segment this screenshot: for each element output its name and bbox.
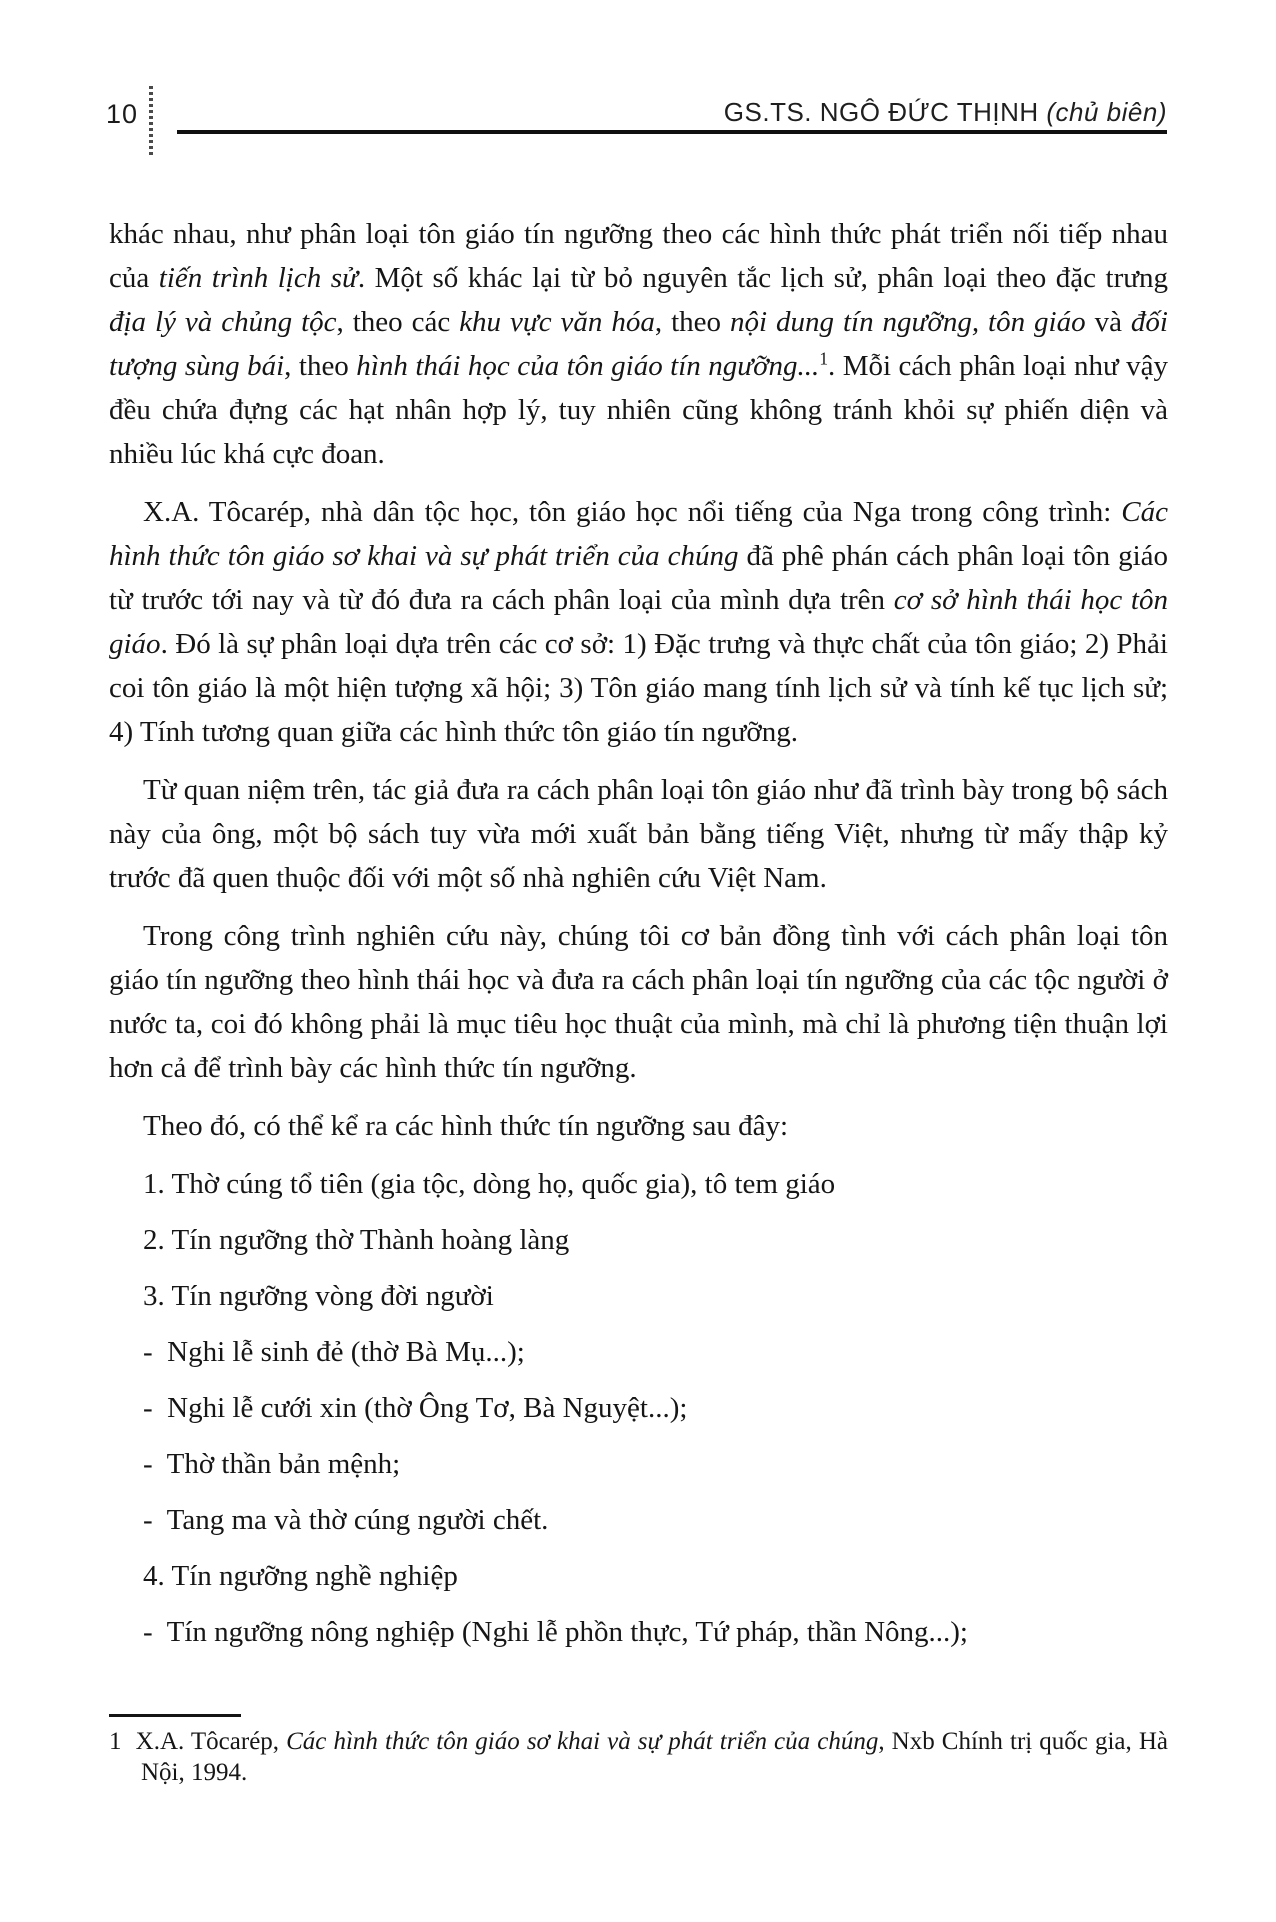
- text-run: . Mỗi cách phân loại như vậy đều chứa đựng các hạt nhân hợp lý, tuy nhiên cũng không tránh khỏi sự phiến diện và nhiều lúc khá cực đoan.: [109, 350, 1169, 470]
- text-run: - Tín ngưỡng nông nghiệp (Nghi lễ phồn thực, Tứ pháp, thần Nông...);: [143, 1616, 968, 1648]
- italic-text-run: Các hình thức tôn giáo sơ khai và sự phát triển của chúng: [109, 496, 1168, 572]
- text-run: , Nxb Chính trị quốc gia, Hà Nội, 1994.: [141, 1728, 1168, 1786]
- text-run: - Thờ thần bản mệnh;: [143, 1448, 401, 1480]
- footnote-rule: [109, 1714, 241, 1717]
- body-text: [109, 212, 1168, 1666]
- italic-text-run: khu vực văn hóa: [459, 306, 655, 338]
- text-run: Từ quan niệm trên, tác giả đưa ra cách phân loại tôn giáo như đã trình bày trong bộ sách này của ông, một bộ sách tuy vừa mới xuất bản bằng tiếng Việt, nhưng từ mấy thập kỷ trước đã quen thuộc đối với một số nhà nghiên cứu Việt Nam.: [109, 774, 1168, 894]
- list-item-2: [109, 1218, 1168, 1262]
- text-run: X.A. Tôcarép, nhà dân tộc học, tôn giáo học nổi tiếng của Nga trong công trình:: [143, 496, 1122, 528]
- header-author-role: (chủ biên): [1046, 97, 1167, 127]
- list-item-3a: [109, 1330, 1168, 1374]
- italic-text-run: đối tượng sùng bái: [109, 306, 1168, 382]
- italic-text-run: Các hình thức tôn giáo sơ khai và sự phát triển của chúng: [286, 1728, 879, 1755]
- header-dotted-ornament: [149, 86, 153, 156]
- text-run: đã phê phán cách phân loại tôn giáo từ trước tới nay và từ đó đưa ra cách phân loại của mình dựa trên: [109, 540, 1169, 616]
- list-item-3c: [109, 1442, 1168, 1486]
- italic-text-run: hình thái học của tôn giáo tín ngưỡng...: [356, 350, 820, 382]
- paragraph-3-tu-quan-niem: [109, 768, 1168, 900]
- paragraph-4-trong-cong-trinh: [109, 914, 1168, 1090]
- italic-text-run: địa lý và chủng tộc: [109, 306, 337, 338]
- header-author-name: GS.TS. NGÔ ĐỨC THỊNH: [723, 97, 1047, 127]
- text-run: , theo: [284, 350, 357, 382]
- text-run: 4. Tín ngưỡng nghề nghiệp: [143, 1560, 458, 1592]
- list-item-3: [109, 1274, 1168, 1318]
- text-run: 1. Thờ cúng tổ tiên (gia tộc, dòng họ, quốc gia), tô tem giáo: [143, 1168, 836, 1200]
- paragraph-5-theo-do: [109, 1104, 1168, 1148]
- footnote-text: [109, 1726, 1168, 1788]
- text-run: , theo: [654, 306, 730, 338]
- page-number: 10: [106, 99, 139, 129]
- list-item-4: [109, 1554, 1168, 1598]
- footnote-ref: 1: [819, 348, 829, 369]
- text-run: Trong công trình nghiên cứu này, chúng tôi cơ bản đồng tình với cách phân loại tôn giáo tín ngưỡng theo hình thái học và đưa ra cách phân loại tín ngưỡng của các tộc người ở nước ta, coi đó không phải là mục tiêu học thuật của mình, mà chỉ là phương tiện thuận lợi hơn cả để trình bày các hình thức tín ngưỡng.: [109, 920, 1168, 1084]
- text-run: 1 X.A. Tôcarép,: [109, 1728, 287, 1755]
- text-run: Theo đó, có thể kể ra các hình thức tín ngưỡng sau đây:: [143, 1110, 789, 1142]
- list-item-3d: [109, 1498, 1168, 1542]
- header-rule: [177, 130, 1167, 134]
- text-run: khác nhau, như phân loại tôn giáo tín ngưỡng theo các hình thức phát triển nối tiếp nhau của: [109, 218, 1168, 294]
- paragraph-1-continued: [109, 212, 1168, 476]
- header-author: [724, 97, 1167, 128]
- list-item-4a: [109, 1610, 1168, 1654]
- text-run: . Một số khác lại từ bỏ nguyên tắc lịch sử, phân loại theo đặc trưng: [357, 262, 1168, 294]
- italic-text-run: nội dung tín ngưỡng, tôn giáo: [729, 306, 1086, 338]
- paragraph-2-tocarep: [109, 490, 1168, 754]
- text-run: - Nghi lễ cưới xin (thờ Ông Tơ, Bà Nguyệt...);: [143, 1392, 688, 1424]
- text-run: - Nghi lễ sinh đẻ (thờ Bà Mụ...);: [143, 1336, 525, 1368]
- list-item-1: [109, 1162, 1168, 1206]
- footnote: [109, 1714, 1168, 1788]
- text-run: , theo các: [336, 306, 460, 338]
- text-run: 3. Tín ngưỡng vòng đời người: [143, 1280, 494, 1312]
- italic-text-run: cơ sở hình thái học tôn giáo: [109, 584, 1168, 660]
- text-run: - Tang ma và thờ cúng người chết.: [143, 1504, 549, 1536]
- text-run: 2. Tín ngưỡng thờ Thành hoàng làng: [143, 1224, 570, 1256]
- text-run: và: [1085, 306, 1131, 338]
- italic-text-run: tiến trình lịch sử: [158, 262, 358, 294]
- text-run: . Đó là sự phân loại dựa trên các cơ sở: 1) Đặc trưng và thực chất của tôn giáo; 2) Phải coi tôn giáo là một hiện tượng xã hội; 3) Tôn giáo mang tính lịch sử và tính kế tục lịch sử; 4) Tính tương quan giữa các hình thức tôn giáo tín ngưỡng.: [109, 628, 1168, 748]
- list-item-3b: [109, 1386, 1168, 1430]
